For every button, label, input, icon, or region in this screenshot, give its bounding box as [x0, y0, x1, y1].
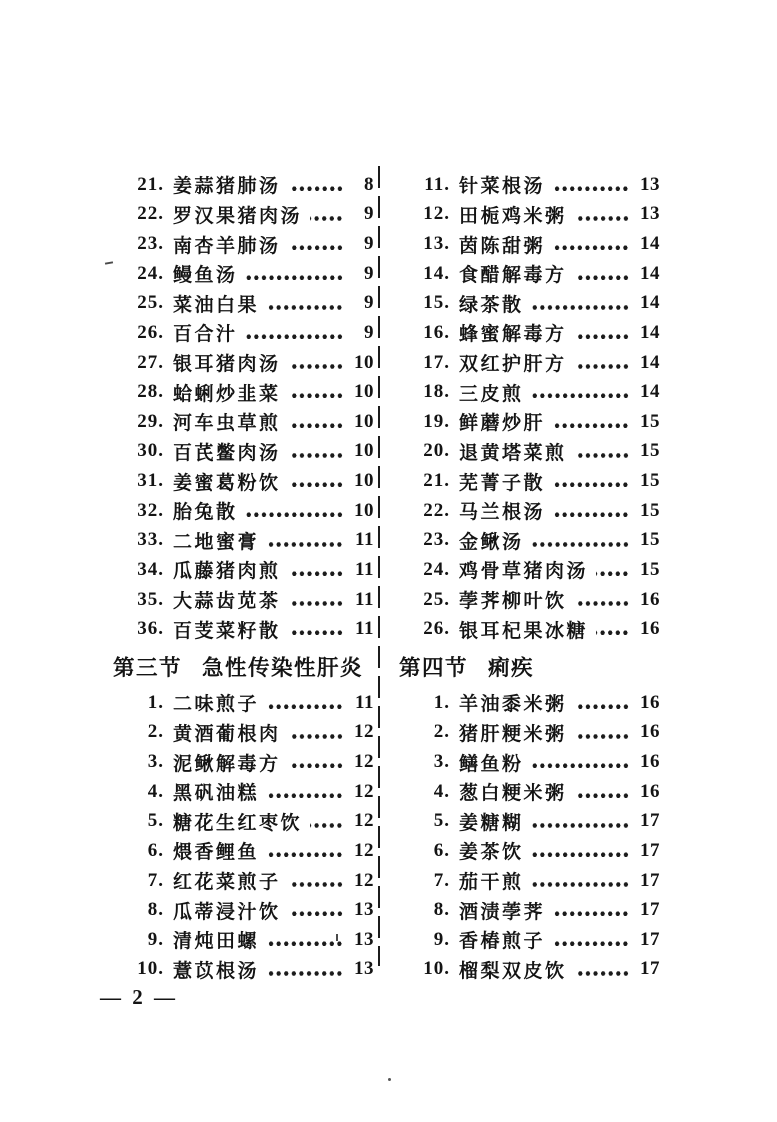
entry-page-number: 11 [355, 529, 374, 551]
dot-leader [553, 170, 629, 200]
entry-number: 7. [433, 869, 450, 891]
toc-entry [118, 777, 374, 807]
dot-leader [575, 688, 629, 718]
toc-entry [404, 614, 660, 644]
entry-number: 23. [137, 233, 164, 255]
entry-number: 24. [137, 262, 164, 284]
entry-number: 25. [137, 292, 164, 314]
dot-leader [267, 777, 343, 807]
entry-number: 26. [137, 321, 164, 343]
dot-leader [575, 200, 629, 230]
entry-number: 18. [423, 381, 450, 403]
entry-number: 26. [423, 618, 450, 640]
entry-page-number: 11 [355, 588, 374, 610]
entry-page-number: 11 [355, 558, 374, 580]
section-title: 急性传染性肝炎 [202, 655, 364, 680]
entry-page-number: 14 [640, 292, 660, 314]
entry-title: 姜蒜猪肺汤 [173, 176, 281, 198]
dot-leader [267, 955, 343, 985]
entry-number: 13. [423, 233, 450, 255]
entry-title: 泥鳅解毒方 [173, 753, 281, 775]
toc-entry [404, 437, 660, 467]
dot-leader [246, 259, 343, 289]
entry-page-number: 10 [354, 499, 374, 521]
dot-leader [553, 407, 629, 437]
entry-number: 3. [147, 751, 164, 773]
entry-number: 10. [423, 958, 450, 980]
entry-title: 猪肝粳米粥 [459, 723, 567, 745]
entry-number: 3. [433, 751, 450, 773]
entry-page-number: 15 [640, 558, 660, 580]
entry-number: 24. [423, 558, 450, 580]
entry-page-number: 10 [354, 410, 374, 432]
entry-title: 二地蜜膏 [173, 531, 260, 553]
entry-number: 16. [423, 321, 450, 343]
dot-leader [532, 377, 629, 407]
entry-number: 11. [424, 173, 450, 195]
toc-entry [118, 229, 374, 259]
toc-entry [404, 807, 660, 837]
entry-number: 22. [137, 203, 164, 225]
toc-entry [118, 836, 374, 866]
entry-title: 鳝鱼粉 [459, 753, 524, 775]
entry-page-number: 12 [354, 869, 374, 891]
dot-leader [575, 777, 629, 807]
entry-page-number: 14 [640, 321, 660, 343]
entry-title: 葱白粳米粥 [459, 783, 567, 805]
toc-entry [404, 377, 660, 407]
entry-title: 黄酒葡根肉 [173, 723, 281, 745]
toc-column-right [399, 170, 660, 984]
entry-page-number: 12 [354, 751, 374, 773]
entry-page-number: 15 [640, 470, 660, 492]
entry-page-number: 8 [364, 173, 374, 195]
entry-page-number: 17 [640, 928, 660, 950]
entry-title: 南杏羊肺汤 [173, 235, 281, 257]
entry-page-number: 13 [640, 203, 660, 225]
toc-entry [118, 747, 374, 777]
section-label: 第三节 [113, 655, 183, 680]
entry-number: 6. [433, 839, 450, 861]
entry-title: 三皮煎 [459, 383, 524, 405]
entry-number: 8. [433, 899, 450, 921]
entry-page-number: 17 [640, 810, 660, 832]
entry-page-number: 13 [354, 928, 374, 950]
entry-title: 双红护肝方 [459, 354, 567, 376]
entry-number: 35. [137, 588, 164, 610]
toc-entry [404, 747, 660, 777]
entry-number: 10. [137, 958, 164, 980]
toc-entry [404, 259, 660, 289]
dot-leader [267, 836, 343, 866]
dot-leader [310, 200, 343, 230]
entry-list-left-top [118, 170, 374, 644]
entry-page-number: 10 [354, 470, 374, 492]
entry-page-number: 15 [640, 410, 660, 432]
entry-title: 姜蜜葛粉饮 [173, 472, 281, 494]
toc-entry [404, 555, 660, 585]
toc-entry [118, 688, 374, 718]
dot-leader [532, 807, 629, 837]
toc-entry [118, 259, 374, 289]
dot-leader [267, 289, 343, 319]
toc-entry [118, 200, 374, 230]
entry-page-number: 17 [640, 839, 660, 861]
entry-number: 2. [433, 721, 450, 743]
entry-number: 33. [137, 529, 164, 551]
entry-title: 姜糖糊 [459, 812, 524, 834]
entry-title: 百合汁 [173, 324, 238, 346]
entry-title: 香椿煎子 [459, 931, 546, 953]
toc-entry [404, 466, 660, 496]
column-divider-line [378, 166, 380, 966]
entry-title: 芜菁子散 [459, 472, 546, 494]
entry-number: 9. [433, 928, 450, 950]
entry-page-number: 14 [640, 262, 660, 284]
toc-entry [118, 437, 374, 467]
dot-leader [532, 836, 629, 866]
toc-entry [118, 318, 374, 348]
entry-number: 15. [423, 292, 450, 314]
entry-page-number: 9 [364, 203, 374, 225]
toc-entry [118, 718, 374, 748]
entry-title: 茄干煎 [459, 872, 524, 894]
dot-leader [289, 377, 343, 407]
toc-column-left [113, 170, 374, 984]
toc-entry [118, 955, 374, 985]
toc-entry [404, 348, 660, 378]
toc-entry [118, 289, 374, 319]
entry-number: 6. [147, 839, 164, 861]
dot-leader [289, 170, 343, 200]
entry-title: 瓜蒂浸汁饮 [173, 901, 281, 923]
entry-title: 罗汉果猪肉汤 [173, 205, 303, 227]
entry-title: 煨香鲤鱼 [173, 842, 260, 864]
toc-entry [404, 836, 660, 866]
dot-leader [289, 555, 343, 585]
entry-number: 20. [423, 440, 450, 462]
toc-entry [118, 526, 374, 556]
toc-entry [118, 555, 374, 585]
entry-page-number: 10 [354, 381, 374, 403]
entry-page-number: 16 [640, 588, 660, 610]
entry-title: 银耳杞果冰糖 [459, 620, 589, 642]
entry-page-number: 11 [355, 691, 374, 713]
section-header-4 [399, 644, 660, 688]
entry-page-number: 12 [354, 780, 374, 802]
entry-title: 清炖田螺 [173, 931, 260, 953]
entry-title: 马兰根汤 [459, 502, 546, 524]
dot-leader [310, 807, 343, 837]
page-number-footer: — 2 — [100, 985, 178, 1009]
dot-leader [289, 747, 343, 777]
dot-leader [575, 259, 629, 289]
toc-entry [118, 407, 374, 437]
dot-leader [289, 585, 343, 615]
entry-page-number: 16 [640, 721, 660, 743]
toc-entry [404, 718, 660, 748]
entry-title: 退黄塔菜煎 [459, 442, 567, 464]
entry-number: 1. [433, 691, 450, 713]
toc-entry [404, 955, 660, 985]
entry-title: 蜂蜜解毒方 [459, 324, 567, 346]
scan-artifact-dot [388, 1078, 391, 1081]
entry-title: 荸荠柳叶饮 [459, 591, 567, 613]
entry-number: 4. [433, 780, 450, 802]
entry-number: 5. [433, 810, 450, 832]
section-title: 痢疾 [488, 655, 535, 680]
dot-leader [289, 895, 343, 925]
entry-number: 22. [423, 499, 450, 521]
entry-number: 34. [137, 558, 164, 580]
dot-leader [532, 866, 629, 896]
entry-page-number: 14 [640, 381, 660, 403]
entry-number: 32. [137, 499, 164, 521]
entry-page-number: 17 [640, 899, 660, 921]
entry-title: 薏苡根汤 [173, 960, 260, 982]
toc-entry [118, 377, 374, 407]
entry-list-right-top [404, 170, 660, 644]
toc-entry [118, 895, 374, 925]
dot-leader [289, 718, 343, 748]
dot-leader [289, 348, 343, 378]
dot-leader [532, 526, 629, 556]
entry-title: 蛤蜊炒韭菜 [173, 383, 281, 405]
entry-page-number: 12 [354, 839, 374, 861]
toc-entry [404, 895, 660, 925]
entry-list-right-bottom [404, 688, 660, 984]
entry-number: 1. [147, 691, 164, 713]
entry-page-number: 15 [640, 529, 660, 551]
entry-number: 9. [147, 928, 164, 950]
toc-entry [118, 466, 374, 496]
entry-page-number: 13 [640, 173, 660, 195]
entry-number: 19. [423, 410, 450, 432]
entry-number: 14. [423, 262, 450, 284]
dot-leader [575, 318, 629, 348]
dot-leader [289, 229, 343, 259]
entry-title: 鸡骨草猪肉汤 [459, 561, 589, 583]
entry-page-number: 10 [354, 440, 374, 462]
entry-page-number: 14 [640, 351, 660, 373]
toc-entry [404, 496, 660, 526]
entry-title: 食醋解毒方 [459, 265, 567, 287]
entry-page-number: 16 [640, 618, 660, 640]
toc-entry [404, 526, 660, 556]
entry-title: 茵陈甜粥 [459, 235, 546, 257]
scan-artifact-tick [336, 934, 338, 941]
entry-title: 大蒜齿苋茶 [173, 591, 281, 613]
toc-entry [404, 170, 660, 200]
entry-number: 12. [423, 203, 450, 225]
toc-entry [404, 407, 660, 437]
dot-leader [532, 289, 629, 319]
entry-number: 27. [137, 351, 164, 373]
entry-number: 5. [147, 810, 164, 832]
entry-title: 鳗鱼汤 [173, 265, 238, 287]
entry-title: 瓜藤猪肉煎 [173, 561, 281, 583]
dot-leader [532, 747, 629, 777]
entry-number: 2. [147, 721, 164, 743]
toc-entry [404, 229, 660, 259]
entry-page-number: 16 [640, 691, 660, 713]
dot-leader [289, 614, 343, 644]
entry-number: 4. [147, 780, 164, 802]
toc-entry [404, 318, 660, 348]
dot-leader [553, 496, 629, 526]
toc-entry [404, 777, 660, 807]
entry-title: 黑矾油糕 [173, 783, 260, 805]
entry-page-number: 13 [354, 899, 374, 921]
toc-entry [118, 614, 374, 644]
entry-title: 胎兔散 [173, 502, 238, 524]
toc-entry [404, 200, 660, 230]
dot-leader [246, 318, 343, 348]
dot-leader [553, 895, 629, 925]
entry-page-number: 11 [355, 618, 374, 640]
toc-entry [404, 585, 660, 615]
dot-leader [289, 437, 343, 467]
dot-leader [289, 466, 343, 496]
toc-entry [404, 866, 660, 896]
dot-leader [267, 688, 343, 718]
dot-leader [575, 348, 629, 378]
dot-leader [596, 614, 629, 644]
entry-page-number: 9 [364, 321, 374, 343]
entry-number: 29. [137, 410, 164, 432]
dot-leader [267, 925, 343, 955]
dot-leader [553, 466, 629, 496]
entry-number: 17. [423, 351, 450, 373]
dot-leader [575, 585, 629, 615]
entry-page-number: 17 [640, 958, 660, 980]
entry-page-number: 16 [640, 751, 660, 773]
entry-number: 30. [137, 440, 164, 462]
entry-page-number: 13 [354, 958, 374, 980]
section-header-3 [113, 644, 374, 688]
toc-entry [118, 170, 374, 200]
entry-title: 河车虫草煎 [173, 413, 281, 435]
dot-leader [289, 407, 343, 437]
entry-title: 百芰菜籽散 [173, 620, 281, 642]
entry-page-number: 12 [354, 721, 374, 743]
entry-page-number: 16 [640, 780, 660, 802]
toc-entry [404, 925, 660, 955]
entry-number: 7. [147, 869, 164, 891]
dot-leader [267, 526, 343, 556]
entry-number: 36. [137, 618, 164, 640]
toc-entry [118, 807, 374, 837]
entry-number: 21. [423, 470, 450, 492]
entry-number: 31. [137, 470, 164, 492]
entry-page-number: 9 [364, 233, 374, 255]
section-label: 第四节 [399, 655, 469, 680]
dot-leader [575, 718, 629, 748]
dot-leader [246, 496, 343, 526]
entry-title: 针菜根汤 [459, 176, 546, 198]
entry-title: 金鳅汤 [459, 531, 524, 553]
entry-number: 25. [423, 588, 450, 610]
dot-leader [289, 866, 343, 896]
entry-page-number: 15 [640, 499, 660, 521]
entry-title: 绿茶散 [459, 294, 524, 316]
entry-number: 28. [137, 381, 164, 403]
toc-entry [118, 866, 374, 896]
entry-title: 羊油黍米粥 [459, 694, 567, 716]
toc-entry [118, 348, 374, 378]
entry-page-number: 12 [354, 810, 374, 832]
entry-page-number: 9 [364, 262, 374, 284]
dot-leader [553, 229, 629, 259]
scan-artifact-dash [105, 261, 113, 264]
entry-number: 8. [147, 899, 164, 921]
entry-title: 田栀鸡米粥 [459, 205, 567, 227]
entry-title: 姜茶饮 [459, 842, 524, 864]
dot-leader [575, 955, 629, 985]
entry-title: 菜油白果 [173, 294, 260, 316]
entry-number: 23. [423, 529, 450, 551]
entry-title: 鲜蘑炒肝 [459, 413, 546, 435]
toc-entry [404, 289, 660, 319]
entry-page-number: 10 [354, 351, 374, 373]
toc-entry [118, 496, 374, 526]
toc-entry [404, 688, 660, 718]
dot-leader [553, 925, 629, 955]
dot-leader [596, 555, 629, 585]
entry-title: 百芪鳖肉汤 [173, 442, 281, 464]
entry-title: 红花菜煎子 [173, 872, 281, 894]
entry-page-number: 17 [640, 869, 660, 891]
entry-title: 银耳猪肉汤 [173, 354, 281, 376]
entry-page-number: 9 [364, 292, 374, 314]
entry-title: 榴梨双皮饮 [459, 960, 567, 982]
entry-page-number: 14 [640, 233, 660, 255]
entry-title: 酒渍荸荠 [459, 901, 546, 923]
entry-title: 糖花生红枣饮 [173, 812, 303, 834]
toc-entry [118, 585, 374, 615]
entry-page-number: 15 [640, 440, 660, 462]
dot-leader [575, 437, 629, 467]
entry-number: 21. [137, 173, 164, 195]
entry-title: 二味煎子 [173, 694, 260, 716]
